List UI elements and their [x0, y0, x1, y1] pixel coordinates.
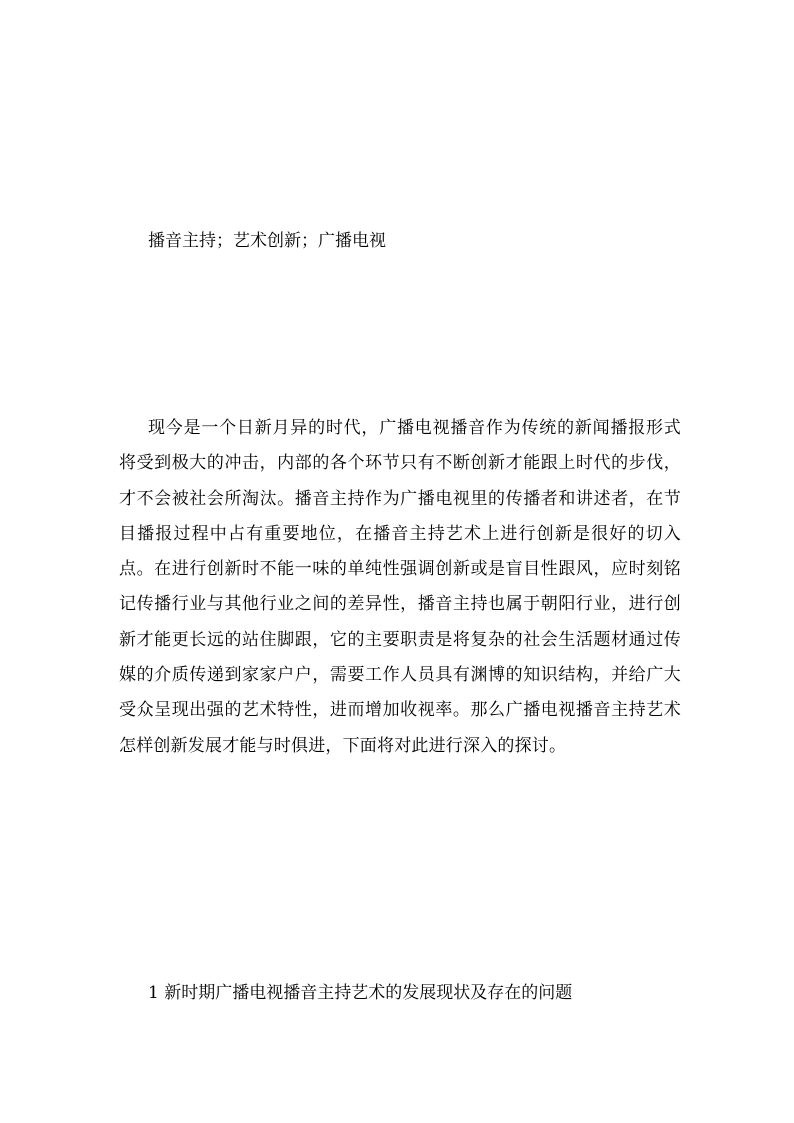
keywords-line: 播音主持；艺术创新；广播电视 — [148, 231, 386, 251]
section-heading: 1 新时期广播电视播音主持艺术的发展现状及存在的问题 — [148, 983, 573, 1003]
introduction-paragraph: 现今是一个日新月异的时代，广播电视播音作为传统的新闻播报形式将受到极大的冲击，内部的各个环节只有不断创新才能跟上时代的步伐，才不会被社会所淘汰。播音主持作为广播电视里的传播者和讲述者，在节目播报过程中占有重要地位，在播音主持艺术上进行创新是很好的切入点。在进行创新时不能一味的单纯性强调创新或是盲目性跟风，应时刻铭记传播行业与其他行业之间的差异性，播音主持也属于朝阳行业，进行创新才能更长远的站住脚跟，它的主要职责是将复杂的社会生活题材通过传媒的介质传递到家家户户，需要工作人员具有渊博的知识结构，并给广大受众呈现出强的艺术特性，进而增加收视率。那么广播电视播音主持艺术怎样创新发展才能与时俱进，下面将对此进行深入的探讨。 — [119, 418, 681, 756]
